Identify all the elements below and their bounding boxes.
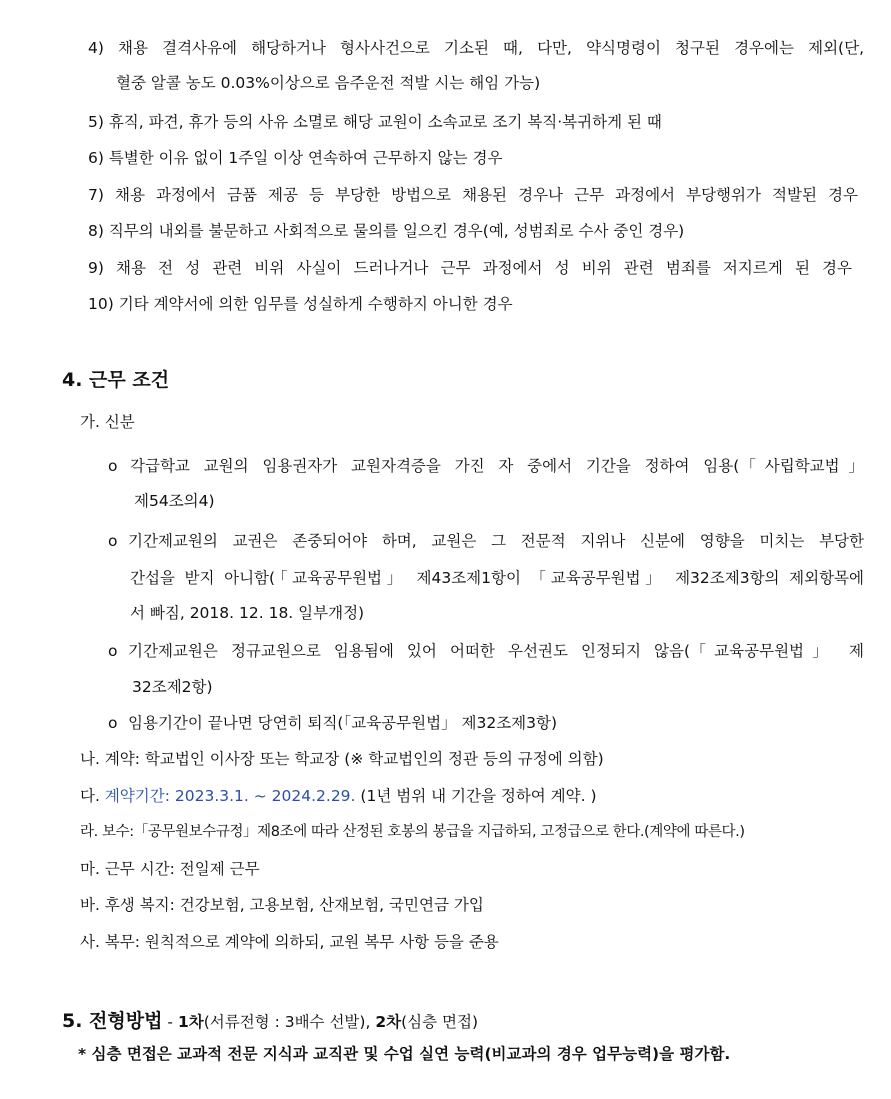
da-contract-period — [80, 785, 597, 807]
bullet-mark: o — [108, 714, 118, 732]
bullet-4-line1: 임용기간이 끝나면 당연히 퇴직(「교육공무원법」 제32조제3항) — [128, 714, 558, 732]
item-4-line2: 혈중 알콜 농도 0.03%이상으로 음주운전 적발 시는 해임 가능) — [116, 74, 541, 92]
section-5-title: 5. 전형방법 — [62, 1010, 163, 1032]
ra-salary: 라. 보수:「공무원보수규정」제8조에 따라 산정된 호봉의 봉급을 지급하되, 고정급으로 한다.(계약에 따른다.) — [80, 824, 745, 840]
item-7: 7) 채용 과정에서 금품 제공 등 부당한 방법으로 채용된 경우나 근무 과정에서 부당행위가 적발된 경우 — [88, 186, 858, 204]
ba-welfare: 바. 후생 복지: 건강보험, 고용보험, 산재보험, 국민연금 가입 — [80, 896, 484, 914]
da-rest: (1년 범위 내 기간을 정하여 계약. ) — [355, 787, 597, 805]
section-5-header — [62, 1008, 478, 1035]
bullet-2-line2: 간섭을 받지 아니함(「교육공무원법」 제43조제1항이 「교육공무원법」 제32조제3항의 제외항목에 — [130, 569, 864, 587]
section-4-title: 4. 근무 조건 — [62, 369, 170, 391]
sa-duty: 사. 복무: 원칙적으로 계약에 의하되, 교원 복무 사항 등을 준용 — [80, 933, 499, 951]
item-9: 9) 채용 전 성 관련 비위 사실이 드러나거나 근무 과정에서 성 비위 관련 범죄를 저지르게 된 경우 — [88, 259, 852, 277]
bullet-3-line1: 기간제교원은 정규교원으로 임용됨에 있어 어떠한 우선권도 인정되지 않음(「교육공무원법」 제 — [128, 642, 864, 660]
interview-note: * 심층 면접은 교과적 전문 지식과 교직관 및 수업 실연 능력(비교과의 경우 업무능력)을 평가함. — [78, 1045, 731, 1063]
stage-2-label: 2차 — [375, 1013, 402, 1031]
item-6: 6) 특별한 이유 없이 1주일 이상 연속하여 근무하지 않는 경우 — [88, 149, 503, 167]
ga-label: 가. 신분 — [80, 413, 135, 431]
da-contract-dates: 계약기간: 2023.3.1. ~ 2024.2.29. — [104, 787, 356, 805]
item-4-line1: 4) 채용 결격사유에 해당하거나 형사사건으로 기소된 때, 다만, 약식명령이 청구된 경우에는 제외(단, — [88, 39, 864, 57]
ma-work-hours: 마. 근무 시간: 전일제 근무 — [80, 860, 260, 878]
stage-1-desc: (서류전형 : 3배수 선발), — [203, 1013, 376, 1031]
bullet-mark: o — [108, 642, 118, 660]
da-prefix: 다. — [80, 787, 105, 805]
stage-1-label: 1차 — [177, 1013, 204, 1031]
item-8: 8) 직무의 내외를 불문하고 사회적으로 물의를 일으킨 경우(예, 성범죄로 수사 중인 경우) — [88, 222, 685, 240]
bullet-mark: o — [108, 532, 118, 550]
section-5-dash: - — [162, 1013, 178, 1031]
bullet-3-line2: 32조제2항) — [132, 678, 213, 696]
stage-2-desc: (심층 면접) — [401, 1013, 478, 1031]
item-10: 10) 기타 계약서에 의한 임무를 성실하게 수행하지 아니한 경우 — [88, 295, 513, 313]
bullet-2-line3: 서 빠짐, 2018. 12. 18. 일부개정) — [130, 604, 365, 622]
bullet-1-line1: 각급학교 교원의 임용권자가 교원자격증을 가진 자 중에서 기간을 정하여 임용(「사립학교법」 — [130, 457, 864, 475]
bullet-mark: o — [108, 457, 118, 475]
item-5: 5) 휴직, 파견, 휴가 등의 사유 소멸로 해당 교원이 소속교로 조기 복직·복귀하게 된 때 — [88, 113, 662, 131]
na-contract: 나. 계약: 학교법인 이사장 또는 학교장 (※ 학교법인의 정관 등의 규정에 의함) — [80, 750, 604, 768]
bullet-2-line1: 기간제교원의 교권은 존중되어야 하며, 교원은 그 전문적 지위나 신분에 영향을 미치는 부당한 — [128, 532, 864, 550]
bullet-1-line2: 제54조의4) — [134, 492, 215, 510]
